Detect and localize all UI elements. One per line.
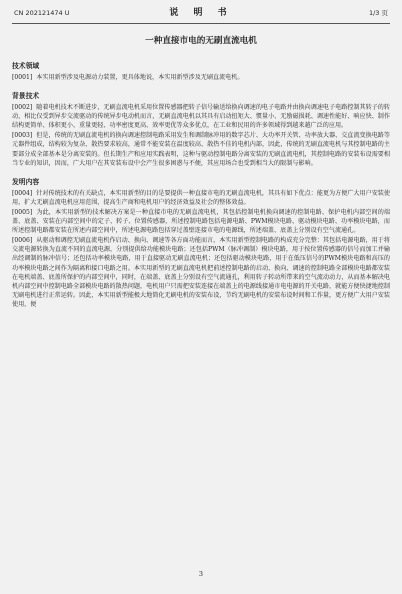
paragraph-number: [0004] <box>12 189 33 197</box>
paragraph-text: 本实用新型涉及电源动力装置，更具体地说，本实用新型涉及无刷直流电机。 <box>36 74 244 81</box>
paragraph <box>12 208 390 235</box>
section-title: 说 明 书 <box>169 8 233 18</box>
paragraph-text: 但是，传统的无刷直流电机的换向调速控制电路采用发生和调制脉冲用的数字芯片、大功率开关管、功率放大器、交直流变换电路等元器件组成，结构较为复杂、散热要求较高，通常不能安装在温度较高、散热不佳的电机内部，因此，传统的无刷直流电机与其控制电路的主要部分成全部基本是分离安装的。但长期生产和应用实践表明，这种与驱动控制电路分离安装的无刷直流电机，其控制电路的安装布设需要相当专业的知识，因而，广大用户在其安装布设中会产生很多困惑与不便，其应用场合也受到相当大的限制与影响。 <box>12 132 390 167</box>
paragraph <box>12 73 390 82</box>
section-heading-background: 背景技术 <box>12 92 40 101</box>
paragraph-number: [0001] <box>12 74 33 81</box>
paragraph-number: [0002] <box>12 104 33 112</box>
paragraph <box>12 236 390 309</box>
page-header <box>12 6 390 20</box>
page-number: 3 <box>198 570 204 578</box>
section-heading-field: 技术领域 <box>12 62 40 70</box>
paragraph <box>12 103 390 130</box>
paragraph <box>12 189 390 207</box>
paragraph-text: 随着电机技术不断进步，无刷直流电机采用位置传感器把转子信号输送给换向调速的电子电路并由换向调速电子电路控制其转子的转动，相比仅受到异步交流驱动的传统异步电动机而言，无刷直流电机以其具有启动扭矩大、惯量小、无励磁损耗、调速性能好、响应快、制作结构更简单、体积更小、重量更轻、功率密度更高、效率更优等众多优点，在工业和民用的许多领域得到越来越广泛的应用。 <box>12 104 390 130</box>
doc-number: CN 202121474 U <box>14 9 70 17</box>
paragraph-number: [0005] <box>12 208 33 216</box>
paragraph-text: 为此，本实用新型的技术解决方案是一种直接市电的无刷直流电机，其包括控制电机换向调速的控制电路、保护电机内部空间的端盖、底盖、安装在内部空间中的定子、转子、位置传感器，所述控制电路包括电源电路、PWM模块电路、驱动模块电路、功率模块电路，而所述控制电路都安装在所述内部空间中，所述电源电路包括穿过盖壁连接市电的电源线，所述端盖、底盖上分别设有空气流通孔。 <box>12 208 390 235</box>
section-heading-summary: 发明内容 <box>12 177 40 186</box>
paragraph <box>12 131 390 167</box>
paragraph-number: [0006] <box>12 237 33 245</box>
paragraph-text: 从驱动和调控无刷直流电机作启动、换向、调速等各方面功能而言，本实用新型控制电路的构成充分完整：其包括电源电路，用于将交流电源转换为直流不同的直流电源，分别提供给功能模块电路；还包括PWM（脉冲调制）模块电路，用于按位置传感器的信号而加工并输出经调制的脉冲信号；还包括功率模块电路，用于直接驱动无刷直流电机；还包括驱动模块电路，用于在低压信号的PWM模块电路和高压的功率模块电路之间作为隔离和接口电路之用。本实用新型的无刷直流电机把前述控制电路的启动、换向、调速的控制电路全部模块电路都安装在电机端盖、底盖所保护的内部空间中，同时，在端盖、底盖上分别设有空气流通孔，利用转子转动所带来的空气流动动力，从而基本解决电机内部空间中控制电路全部模块电路的散热问题，电机用户只需把安装连接在端盖上的电源线接通市电电源的开关电路，就能方便快捷地控制无刷电机进行正常运转。因此，本实用新型能极大地简化无刷电机的安装布设，节约无刷电机的安装布设时间和工作量，更方便广大用户安装使用，便 <box>12 237 390 308</box>
paragraph-text: 针对传统技术的有关缺点，本实用新型的目的是要提供一种直接市电的无刷直流电机，其具有如下优点：能更为方便广大用户安装使用，扩大无刷直流电机应用范围，提高生产商和电机用户的经济效益及社会的整体效益。 <box>12 189 390 206</box>
document-title: 一种直接市电的无刷直流电机 <box>145 36 257 46</box>
header-rule <box>12 23 390 24</box>
page-of: 1/3 页 <box>368 9 388 17</box>
paragraph-number: [0003] <box>12 132 33 140</box>
